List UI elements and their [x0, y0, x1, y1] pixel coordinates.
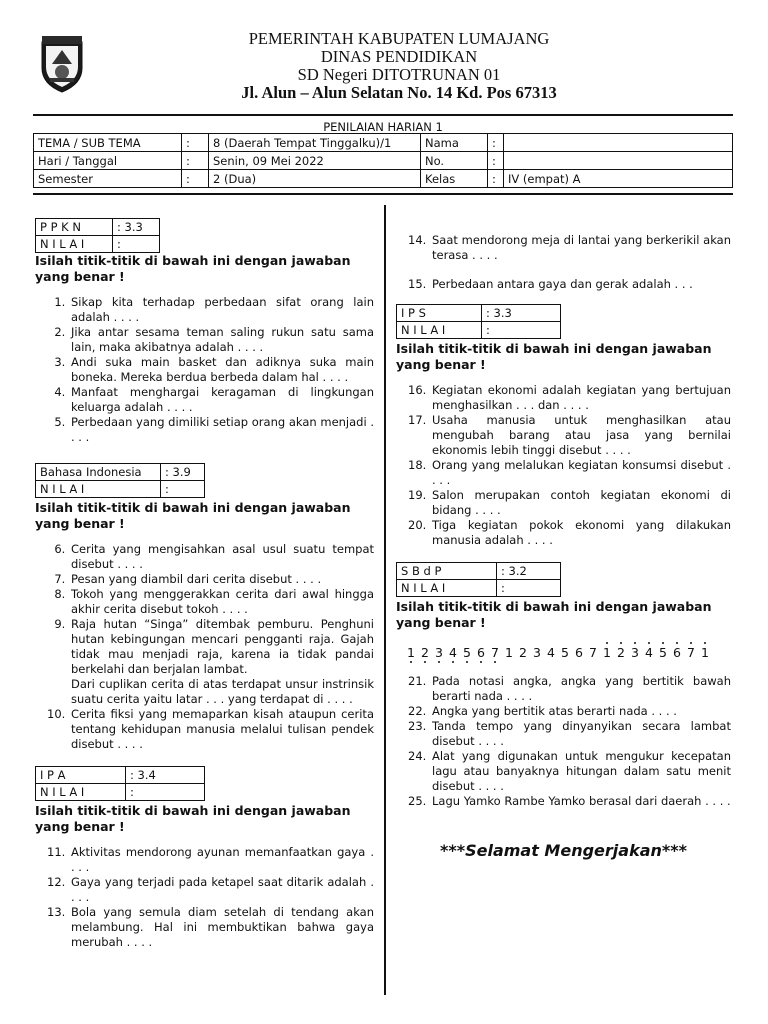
nilai-label: N I L A I [397, 322, 482, 339]
question-1: 1. Sikap kita terhadap perbedaan sifat orang lain adalah . . . . [69, 295, 374, 325]
right-column [396, 233, 731, 858]
question-24: 24. Alat yang digunakan untuk mengukur kecepatan lagu atau banyaknya hitungan dalam satu menit disebut . . . . [430, 749, 731, 794]
kelas-value: IV (empat) A [504, 170, 733, 188]
subject-label: Bahasa Indonesia [36, 464, 161, 481]
notation-digit: 2 [418, 645, 432, 660]
colon: : [182, 152, 209, 170]
notation-digit: 1 [505, 645, 513, 660]
colon: : [182, 134, 209, 152]
subject-label: I P S [397, 305, 482, 322]
nilai-field[interactable]: : [113, 236, 160, 253]
no-field[interactable] [504, 152, 733, 170]
question-21: 21. Pada notasi angka, angka yang bertitik bawah berarti nada . . . . [430, 674, 731, 704]
nilai-label: N I L A I [36, 481, 161, 498]
question-16: 16. Kegiatan ekonomi adalah kegiatan yang bertujuan menghasilkan . . . dan . . . . [430, 383, 731, 413]
notation-digit: 2 [614, 645, 628, 660]
notation-digit: 4 [642, 645, 656, 660]
ppkn-questions [35, 295, 374, 445]
left-column [35, 218, 374, 950]
question-10: 10. Cerita fiksi yang memaparkan kisah ataupun cerita tentang kehidupan manusia melalui tulisan pendek disebut . . . . [69, 707, 374, 752]
question-9 [69, 617, 374, 707]
question-5: 5. Perbedaan yang dimiliki setiap orang akan menjadi . . . . [69, 415, 374, 445]
letterhead-government: PEMERINTAH KABUPATEN LUMAJANG [248, 29, 550, 48]
student-info-table [33, 133, 733, 188]
kd-value: : 3.4 [126, 767, 205, 784]
nama-field[interactable] [504, 134, 733, 152]
question-8: 8. Tokoh yang menggerakkan cerita dari awal hingga akhir cerita disebut tokoh . . . . [69, 587, 374, 617]
question-23: 23. Tanda tempo yang dinyanyikan secara lambat disebut . . . . [430, 719, 731, 749]
question-9-passage: Raja hutan “Singa” ditembak pemburu. Penghuni hutan kebingungan mencari pengganti raja. Gajah tidak mau menjadi raja, karena ia tidak pandai berkelahi dan berjalan lambat. [71, 617, 374, 676]
column-divider [384, 205, 386, 995]
notation-digit: 6 [474, 645, 488, 660]
semester-label: Semester [34, 170, 182, 188]
kd-value: : 3.3 [113, 219, 160, 236]
notation-digit: 4 [446, 645, 460, 660]
tema-label: TEMA / SUB TEMA [34, 134, 182, 152]
instruction: Isilah titik-titik di bawah ini dengan jawaban yang benar ! [396, 341, 712, 372]
question-4: 4. Manfaat menghargai keragaman di lingkungan keluarga adalah . . . . [69, 385, 374, 415]
question-22: 22. Angka yang bertitik atas berarti nada . . . . [430, 704, 731, 719]
nilai-field[interactable]: : [126, 784, 205, 801]
exam-title: PENILAIAN HARIAN 1 [323, 120, 443, 134]
question-7: 7. Pesan yang diambil dari cerita disebut . . . . [69, 572, 374, 587]
question-12: 12. Gaya yang terjadi pada ketapel saat ditarik adalah . . . . [69, 875, 374, 905]
notation-digit: 6 [575, 645, 583, 660]
notation-digit: 3 [533, 645, 541, 660]
nilai-label: N I L A I [36, 236, 113, 253]
notation-digit: 3 [628, 645, 642, 660]
kd-value: : 3.2 [497, 563, 561, 580]
sbdp-score-box [396, 562, 561, 597]
notation-digit: 5 [460, 645, 474, 660]
notation-digit: 3 [432, 645, 446, 660]
letterhead-address: Jl. Alun – Alun Selatan No. 14 Kd. Pos 67313 [241, 83, 557, 102]
question-19: 19. Salon merupakan contoh kegiatan ekonomi di bidang . . . . [430, 488, 731, 518]
notation-digit: 7 [488, 645, 502, 660]
question-2: 2. Jika antar sesama teman saling rukun satu sama lain, maka akibatnya adalah . . . . [69, 325, 374, 355]
ppkn-score-box [35, 218, 160, 253]
question-18: 18. Orang yang melalukan kegiatan konsumsi disebut . . . . [430, 458, 731, 488]
question-17: 17. Usaha manusia untuk menghasilkan atau mengubah barang atau jasa yang bernilai ekonomis lebih tinggi disebut . . . . [430, 413, 731, 458]
question-13: 13. Bola yang semula diam setelah di tendang akan melambung. Hal ini membuktikan bahwa gaya merubah . . . . [69, 905, 374, 950]
notation-digit: 7 [684, 645, 698, 660]
hari-label: Hari / Tanggal [34, 152, 182, 170]
ipa-score-box [35, 766, 205, 801]
info-divider [33, 193, 733, 195]
nilai-field[interactable]: : [161, 481, 205, 498]
ipa-questions [35, 845, 374, 950]
question-9-prompt: Dari cuplikan cerita di atas terdapat unsur instrinsik suatu cerita yaitu latar . . . yang terdapat di . . . . [71, 677, 374, 706]
ips-score-box [396, 304, 561, 339]
colon: : [488, 170, 504, 188]
nama-label: Nama [421, 134, 488, 152]
subject-label: I P A [36, 767, 126, 784]
question-6: 6. Cerita yang mengisahkan asal usul suatu tempat disebut . . . . [69, 542, 374, 572]
tema-value: 8 (Daerah Tempat Tinggalku)/1 [209, 134, 421, 152]
kd-value: : 3.9 [161, 464, 205, 481]
ips-questions [396, 383, 731, 548]
instruction: Isilah titik-titik di bawah ini dengan jawaban yang benar ! [35, 803, 351, 834]
sbdp-questions [396, 674, 731, 809]
question-25: 25. Lagu Yamko Rambe Yamko berasal dari daerah . . . . [430, 794, 731, 809]
letterhead-school: SD Negeri DITOTRUNAN 01 [297, 65, 501, 84]
question-11: 11. Aktivitas mendorong ayunan memanfaatkan gaya . . . . [69, 845, 374, 875]
notation-digit: 7 [589, 645, 597, 660]
instruction: Isilah titik-titik di bawah ini dengan jawaban yang benar ! [35, 500, 351, 531]
kd-value: : 3.3 [482, 305, 561, 322]
notation-digit: 5 [656, 645, 670, 660]
nilai-field[interactable]: : [497, 580, 561, 597]
instruction: Isilah titik-titik di bawah ini dengan jawaban yang benar ! [396, 599, 712, 630]
notation-digit: 4 [547, 645, 555, 660]
letterhead-office: DINAS PENDIDIKAN [320, 47, 478, 66]
bindo-score-box [35, 463, 205, 498]
kelas-label: Kelas [421, 170, 488, 188]
colon: : [488, 134, 504, 152]
nilai-label: N I L A I [36, 784, 126, 801]
question-15: 15. Perbedaan antara gaya dan gerak adalah . . . [430, 277, 731, 292]
semester-value: 2 (Dua) [209, 170, 421, 188]
notation-digit: 1 [698, 645, 712, 660]
notation-digit: 6 [670, 645, 684, 660]
closing-message: ***Selamat Mengerjakan*** [439, 841, 687, 860]
bindo-questions [35, 542, 374, 752]
question-3: 3. Andi suka main basket dan adiknya suka main boneka. Mereka berdua berbeda dalam hal . . . . [69, 355, 374, 385]
colon: : [488, 152, 504, 170]
question-20: 20. Tiga kegiatan pokok ekonomi yang dilakukan manusia adalah . . . . [430, 518, 731, 548]
number-notation [404, 645, 731, 660]
nilai-label: N I L A I [397, 580, 497, 597]
notation-digit: 5 [561, 645, 569, 660]
notation-digit: 1 [404, 645, 418, 660]
ipa-questions-continued [396, 233, 731, 292]
colon: : [182, 170, 209, 188]
subject-label: P P K N [36, 219, 113, 236]
nilai-field[interactable]: : [482, 322, 561, 339]
no-label: No. [421, 152, 488, 170]
notation-digit: 1 [600, 645, 614, 660]
hari-value: Senin, 09 Mei 2022 [209, 152, 421, 170]
notation-digit: 2 [519, 645, 527, 660]
letterhead-divider [33, 114, 733, 116]
question-14: 14. Saat mendorong meja di lantai yang berkerikil akan terasa . . . . [430, 233, 731, 263]
instruction: Isilah titik-titik di bawah ini dengan jawaban yang benar ! [35, 253, 351, 284]
subject-label: S B d P [397, 563, 497, 580]
letterhead [0, 30, 768, 102]
